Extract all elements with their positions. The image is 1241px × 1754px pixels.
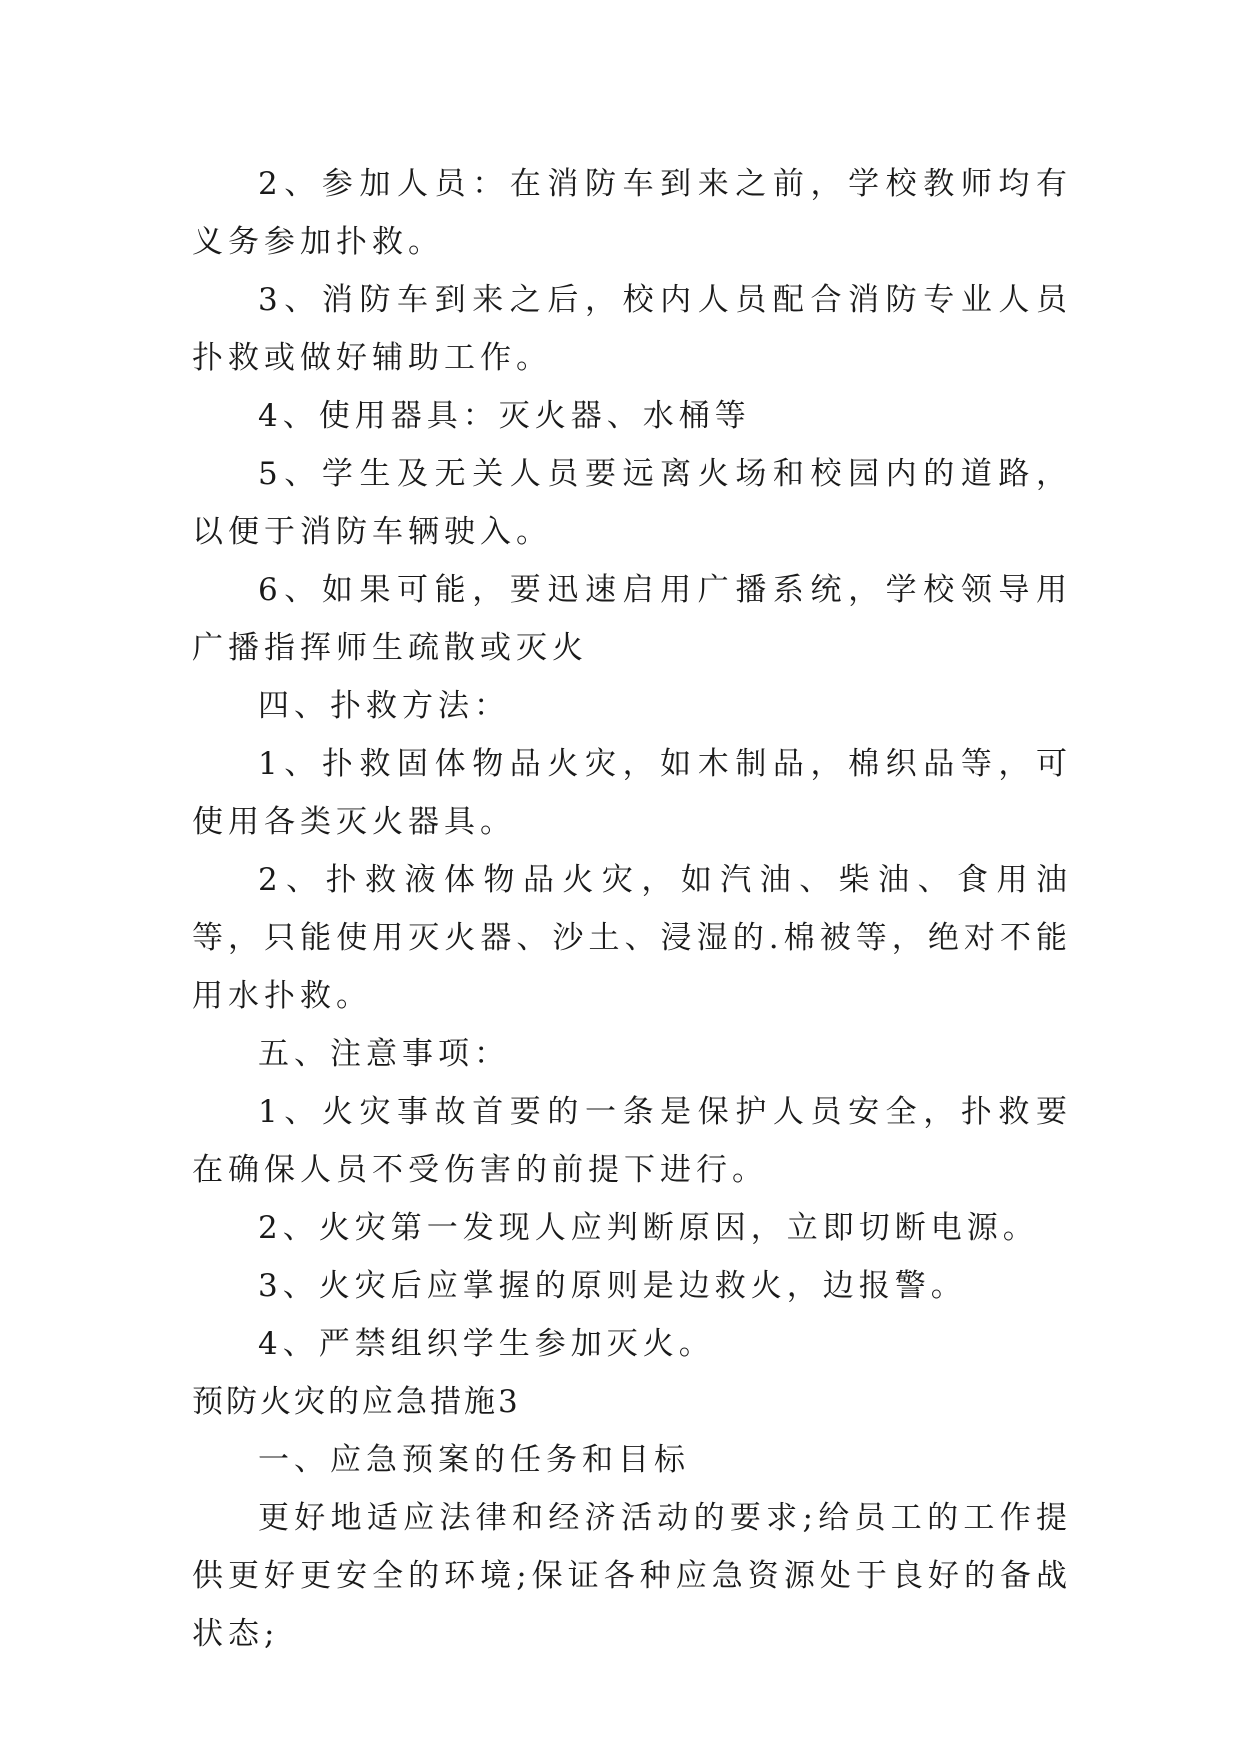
section-title: 预防火灾的应急措施3 bbox=[192, 1384, 521, 1420]
paragraph-liquid-fire: 2、扑救液体物品火灾，如汽油、柴油、食用油等，只能使用灭火器、沙土、浸湿的.棉被等，绝对不能用水扑救。 bbox=[192, 862, 1072, 1014]
paragraph-students-away: 5、学生及无关人员要远离火场和校园内的道路，以便于消防车辆驶入。 bbox=[192, 456, 1072, 550]
paragraph-solid-fire: 1、扑救固体物品火灾，如木制品，棉织品等，可使用各类灭火器具。 bbox=[192, 746, 1072, 840]
subheading-tasks-goals: 一、应急预案的任务和目标 bbox=[258, 1442, 690, 1478]
paragraph-broadcast: 6、如果可能，要迅速启用广播系统，学校领导用广播指挥师生疏散或灭火 bbox=[192, 572, 1072, 666]
paragraph-equipment: 4、使用器具：灭火器、水桶等 bbox=[258, 398, 751, 434]
paragraph-no-students: 4、严禁组织学生参加灭火。 bbox=[258, 1326, 715, 1362]
document-body bbox=[192, 155, 1072, 1663]
paragraph-personnel-safety: 1、火灾事故首要的一条是保护人员安全，扑救要在确保人员不受伤害的前提下进行。 bbox=[192, 1094, 1072, 1188]
paragraph-cut-power: 2、火灾第一发现人应判断原因，立即切断电源。 bbox=[258, 1210, 1039, 1246]
paragraph-participants: 2、参加人员：在消防车到来之前，学校教师均有义务参加扑救。 bbox=[192, 166, 1072, 260]
subheading-precautions: 五、注意事项： bbox=[258, 1036, 510, 1072]
paragraph-alarm-principle: 3、火灾后应掌握的原则是边救火，边报警。 bbox=[258, 1268, 967, 1304]
subheading-firefighting-methods: 四、扑救方法： bbox=[258, 688, 510, 724]
paragraph-after-fire-truck: 3、消防车到来之后，校内人员配合消防专业人员扑救或做好辅助工作。 bbox=[192, 282, 1072, 376]
paragraph-tasks-goals-body: 更好地适应法律和经济活动的要求;给员工的工作提供更好更安全的环境;保证各种应急资源处于良好的备战状态; bbox=[192, 1500, 1072, 1652]
